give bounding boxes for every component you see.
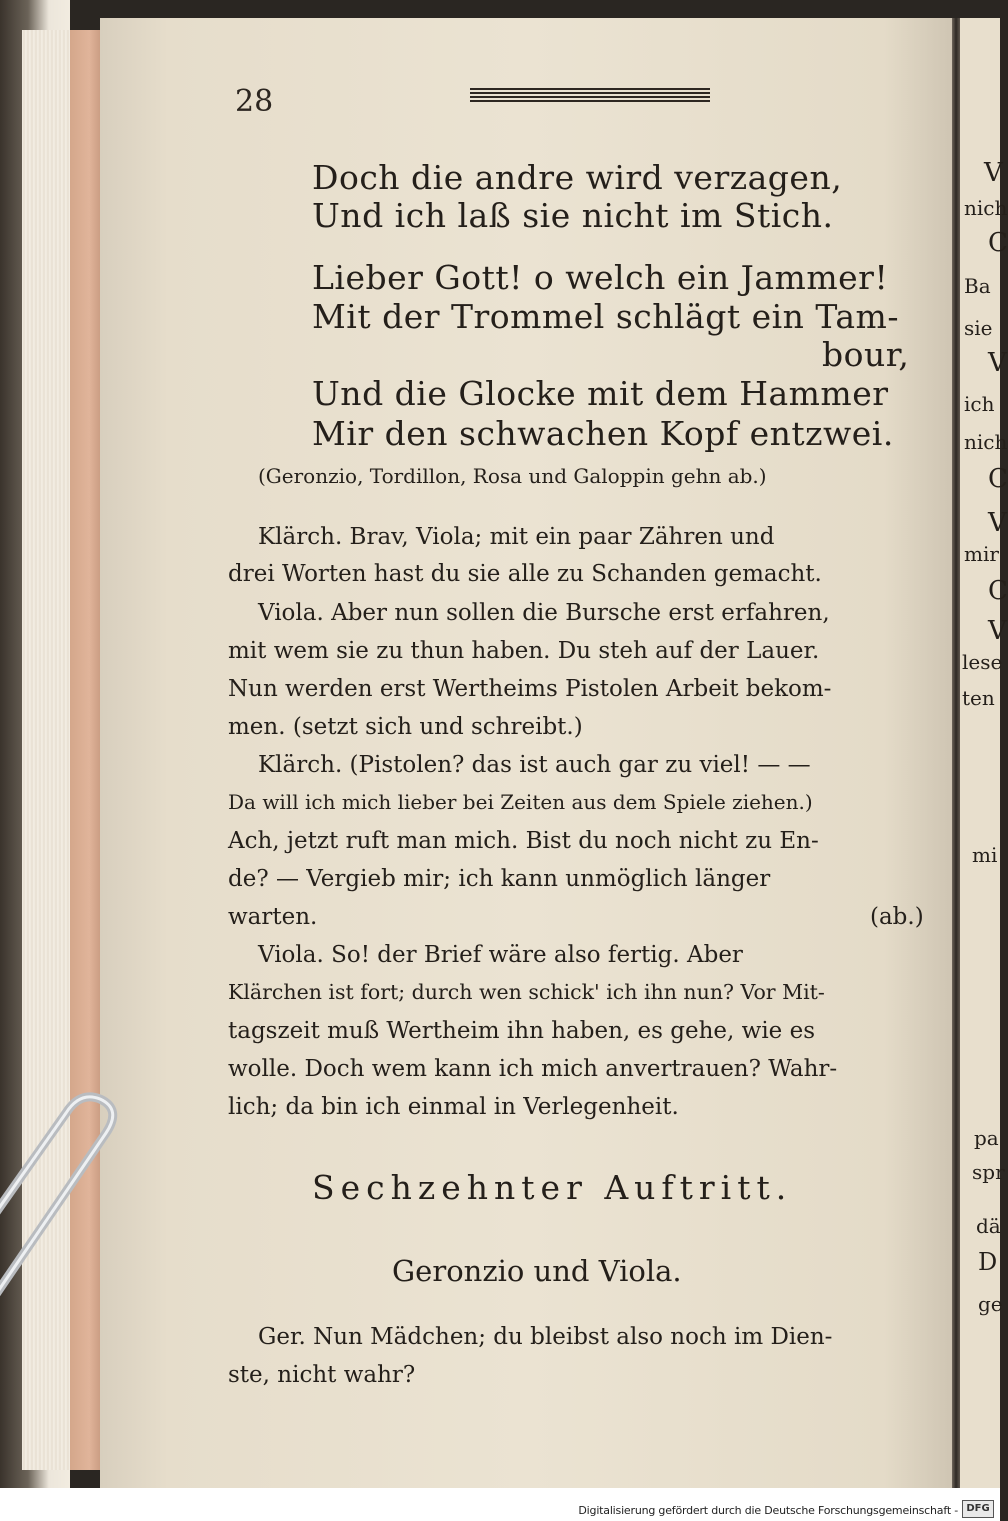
verse-line: Mit der Trommel schlägt ein Tam- (312, 297, 899, 336)
prose-line: de? — Vergieb mir; ich kann unmöglich länger (228, 866, 771, 892)
header-rule (470, 88, 710, 104)
prose-line: Klärch. Brav, Viola; mit ein paar Zähren und (258, 524, 775, 550)
verse-line: Lieber Gott! o welch ein Jammer! (312, 258, 889, 297)
scene-heading: Sechzehnter Auftritt. (312, 1168, 793, 1207)
next-page-fragment: mir (964, 542, 999, 566)
prose-line: Nun werden erst Wertheims Pistolen Arbeit bekom- (228, 676, 832, 702)
prose-line: Da will ich mich lieber bei Zeiten aus dem Spiele ziehen.) (228, 790, 813, 814)
next-page-fragment: Ba (964, 274, 991, 298)
scene-characters: Geronzio und Viola. (392, 1254, 682, 1288)
prose-line: ste, nicht wahr? (228, 1362, 416, 1388)
next-page-fragment: mi (972, 843, 998, 867)
prose-line: Viola. So! der Brief wäre also fertig. Aber (258, 942, 743, 968)
verse-line: bour, (822, 335, 910, 374)
prose-line: (ab.) (870, 904, 924, 930)
prose-line: tagszeit muß Wertheim ihn haben, es gehe, wie es (228, 1018, 816, 1044)
next-page-fragment: sie (964, 316, 993, 340)
prose-line: Ger. Nun Mädchen; du bleibst also noch im Dien- (258, 1324, 833, 1350)
next-page-fragment: D (978, 1248, 998, 1276)
prose-line: wolle. Doch wem kann ich mich anvertrauen? Wahr- (228, 1056, 838, 1082)
verse-line: Und die Glocke mit dem Hammer (312, 374, 889, 413)
verse-line: Und ich laß sie nicht im Stich. (312, 196, 834, 235)
next-page-fragment: ten (962, 686, 995, 710)
next-page-edge (960, 18, 1008, 1488)
next-page-fragment: ich (964, 392, 995, 416)
book-gutter (952, 18, 960, 1488)
stage-direction: (Geronzio, Tordillon, Rosa und Galoppin gehn ab.) (258, 464, 767, 488)
next-page-fragment: ge (978, 1292, 1003, 1316)
next-page-fragment: dä (976, 1214, 1001, 1238)
next-page-fragment: C (988, 464, 1008, 494)
prose-line: Klärch. (Pistolen? das ist auch gar zu viel! — — (258, 752, 811, 778)
paper-clip (0, 1095, 148, 1305)
dfg-logo: DFG (962, 1500, 994, 1518)
prose-line: drei Worten hast du sie alle zu Schanden gemacht. (228, 561, 822, 587)
next-page-fragment: pa (974, 1126, 999, 1150)
prose-line: men. (setzt sich und schreibt.) (228, 714, 583, 740)
next-page-fragment: C (988, 228, 1008, 258)
prose-line: mit wem sie zu thun haben. Du steh auf der Lauer. (228, 638, 820, 664)
next-page-fragment: C (988, 576, 1008, 606)
page-number: 28 (235, 84, 274, 119)
next-page-fragment: V (988, 508, 1007, 538)
next-page-fragment: V (988, 348, 1007, 378)
footer-credit: Digitalisierung gefördert durch die Deutsche Forschungsgemeinschaft - (578, 1504, 958, 1517)
next-page-fragment: lese (962, 650, 1003, 674)
prose-line: Viola. Aber nun sollen die Bursche erst erfahren, (258, 600, 830, 626)
verse-line: Doch die andre wird verzagen, (312, 158, 843, 197)
prose-line: Klärchen ist fort; durch wen schick' ich ihn nun? Vor Mit- (228, 980, 825, 1004)
prose-line: warten. (228, 904, 318, 930)
next-page-fragment: nich (964, 196, 1008, 220)
next-page-fragment: V (984, 158, 1003, 188)
next-page-fragment: spr (972, 1160, 1005, 1184)
prose-line: lich; da bin ich einmal in Verlegenheit. (228, 1094, 679, 1120)
verse-line: Mir den schwachen Kopf entzwei. (312, 414, 894, 453)
next-page-fragment: nich (964, 430, 1008, 454)
prose-line: Ach, jetzt ruft man mich. Bist du noch nicht zu En- (228, 828, 819, 854)
next-page-fragment: V (988, 616, 1007, 646)
